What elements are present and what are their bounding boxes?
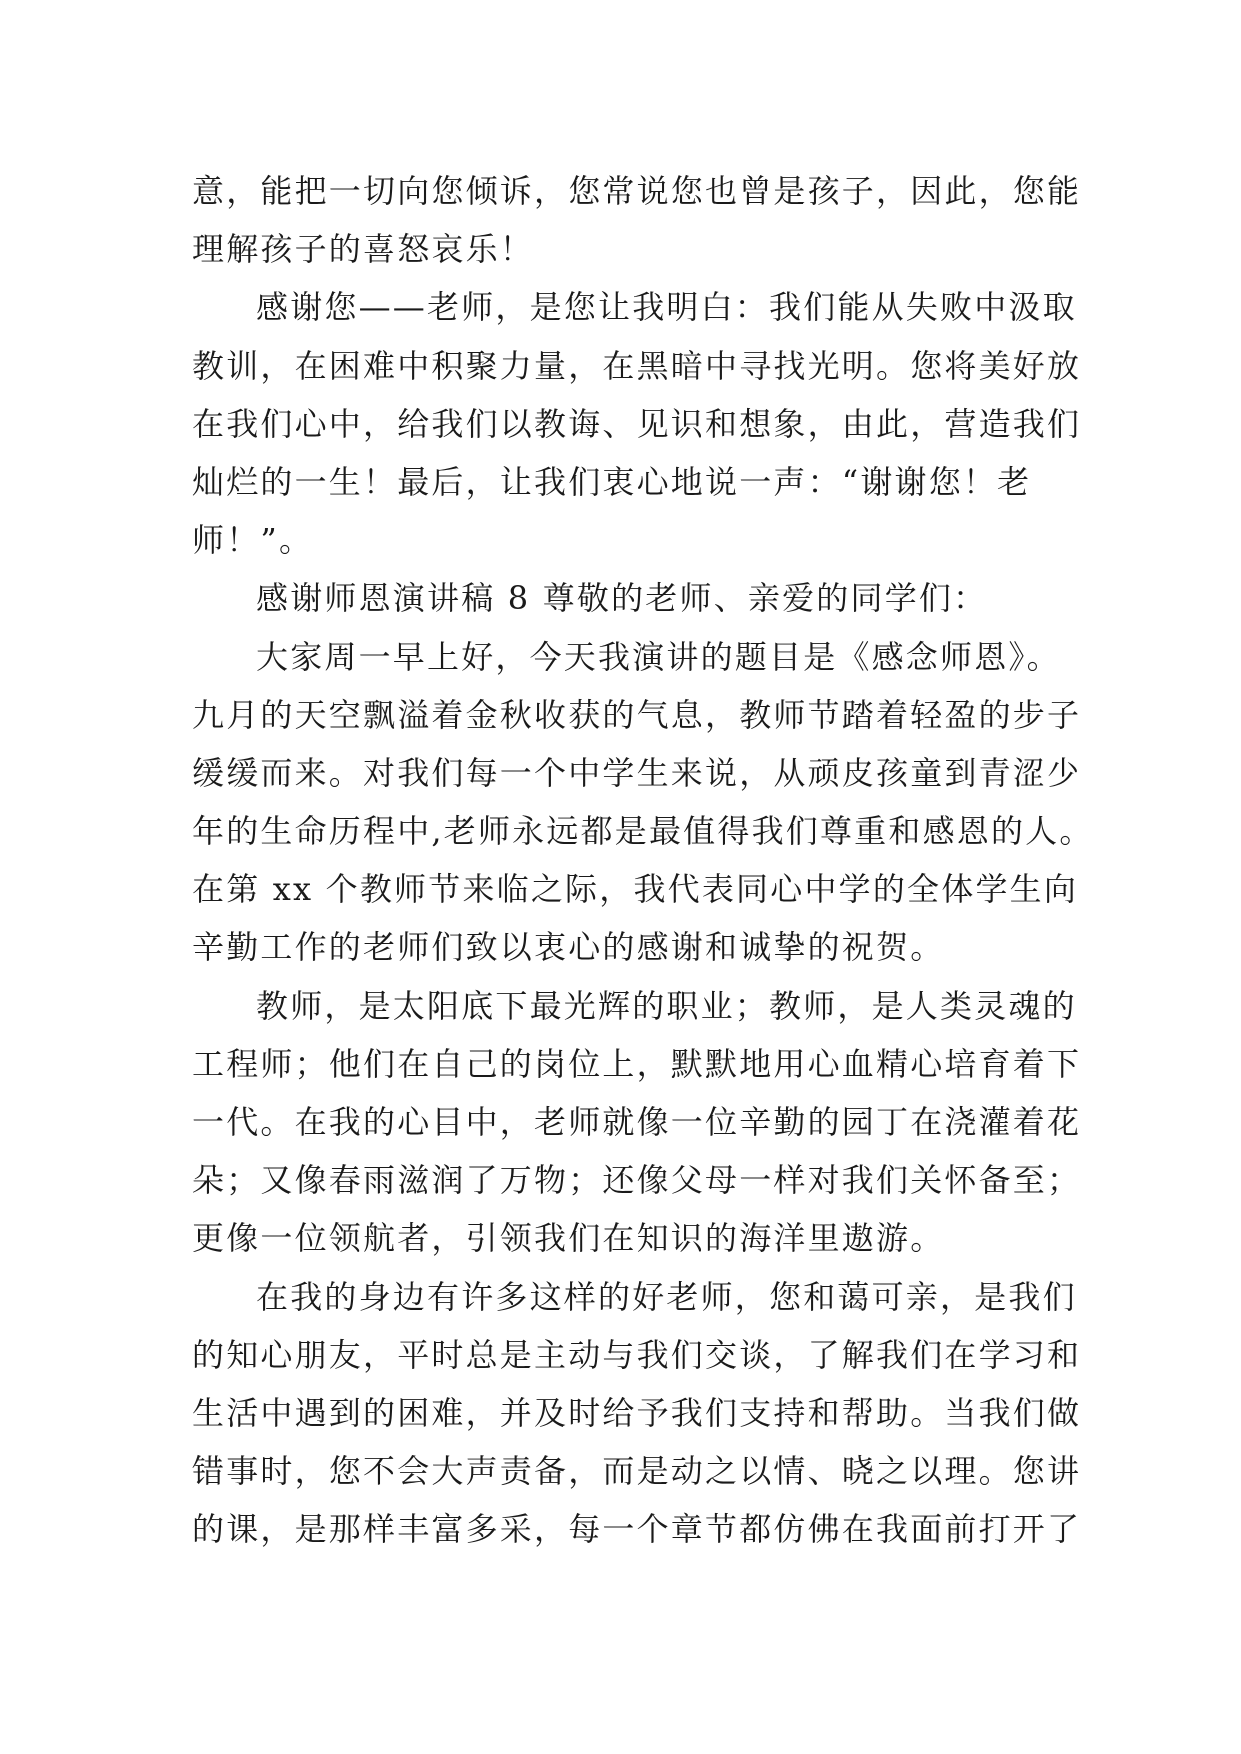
text-line: 师！”。 [192,521,314,560]
text-line: 在我的身边有许多这样的好老师，您和蔼可亲，是我们 [256,1277,1077,1316]
text-line: 缓缓而来。对我们每一个中学生来说，从顽皮孩童到青涩少 [192,753,1082,792]
text-line: 灿烂的一生！最后，让我们衷心地说一声：“谢谢您！老 [192,462,1032,501]
text-line: 一代。在我的心目中，老师就像一位辛勤的园丁在浇灌着花 [192,1103,1082,1141]
text-line: 错事时，您不会大声责备，而是动之以情、晓之以理。您讲 [192,1452,1082,1491]
text-line: 教师，是太阳底下最光辉的职业；教师，是人类灵魂的 [256,986,1077,1025]
text-line: 在我们心中，给我们以教诲、见识和想象，由此，营造我们 [192,404,1082,443]
text-line: 教训，在困难中积聚力量，在黑暗中寻找光明。您将美好放 [192,346,1082,385]
text-line: 工程师；他们在自己的岗位上，默默地用心血精心培育着下 [192,1044,1082,1083]
text-line: 感谢您——老师，是您让我明白：我们能从失败中汲取 [256,288,1077,327]
text-line: 朵；又像春雨滋润了万物；还像父母一样对我们关怀备至； [192,1161,1082,1200]
text-line: 理解孩子的喜怒哀乐！ [192,230,535,269]
text-line: 感谢师恩演讲稿 8 尊敬的老师、亲爱的同学们： [256,579,988,618]
text-line: 九月的天空飘溢着金秋收获的气息，教师节踏着轻盈的步子 [192,695,1082,734]
text-line: 年的生命历程中,老师永远都是最值得我们尊重和感恩的人。 [192,812,1094,851]
text-line: 意，能把一切向您倾诉，您常说您也曾是孩子，因此，您能 [192,172,1082,210]
text-line: 的知心朋友，平时总是主动与我们交谈，了解我们在学习和 [192,1335,1082,1374]
text-line: 辛勤工作的老师们致以衷心的感谢和诚挚的祝贺。 [192,928,945,967]
text-line: 的课，是那样丰富多采，每一个章节都仿佛在我面前打开了 [192,1510,1082,1549]
text-line: 大家周一早上好，今天我演讲的题目是《感念师恩》。 [256,637,1061,676]
text-line: 生活中遇到的困难，并及时给予我们支持和帮助。当我们做 [192,1393,1082,1432]
text-line: 更像一位领航者，引领我们在知识的海洋里遨游。 [192,1219,945,1258]
text-line: 在第 xx 个教师节来临之际，我代表同心中学的全体学生向 [192,870,1079,909]
document-body-text [192,162,1094,1559]
